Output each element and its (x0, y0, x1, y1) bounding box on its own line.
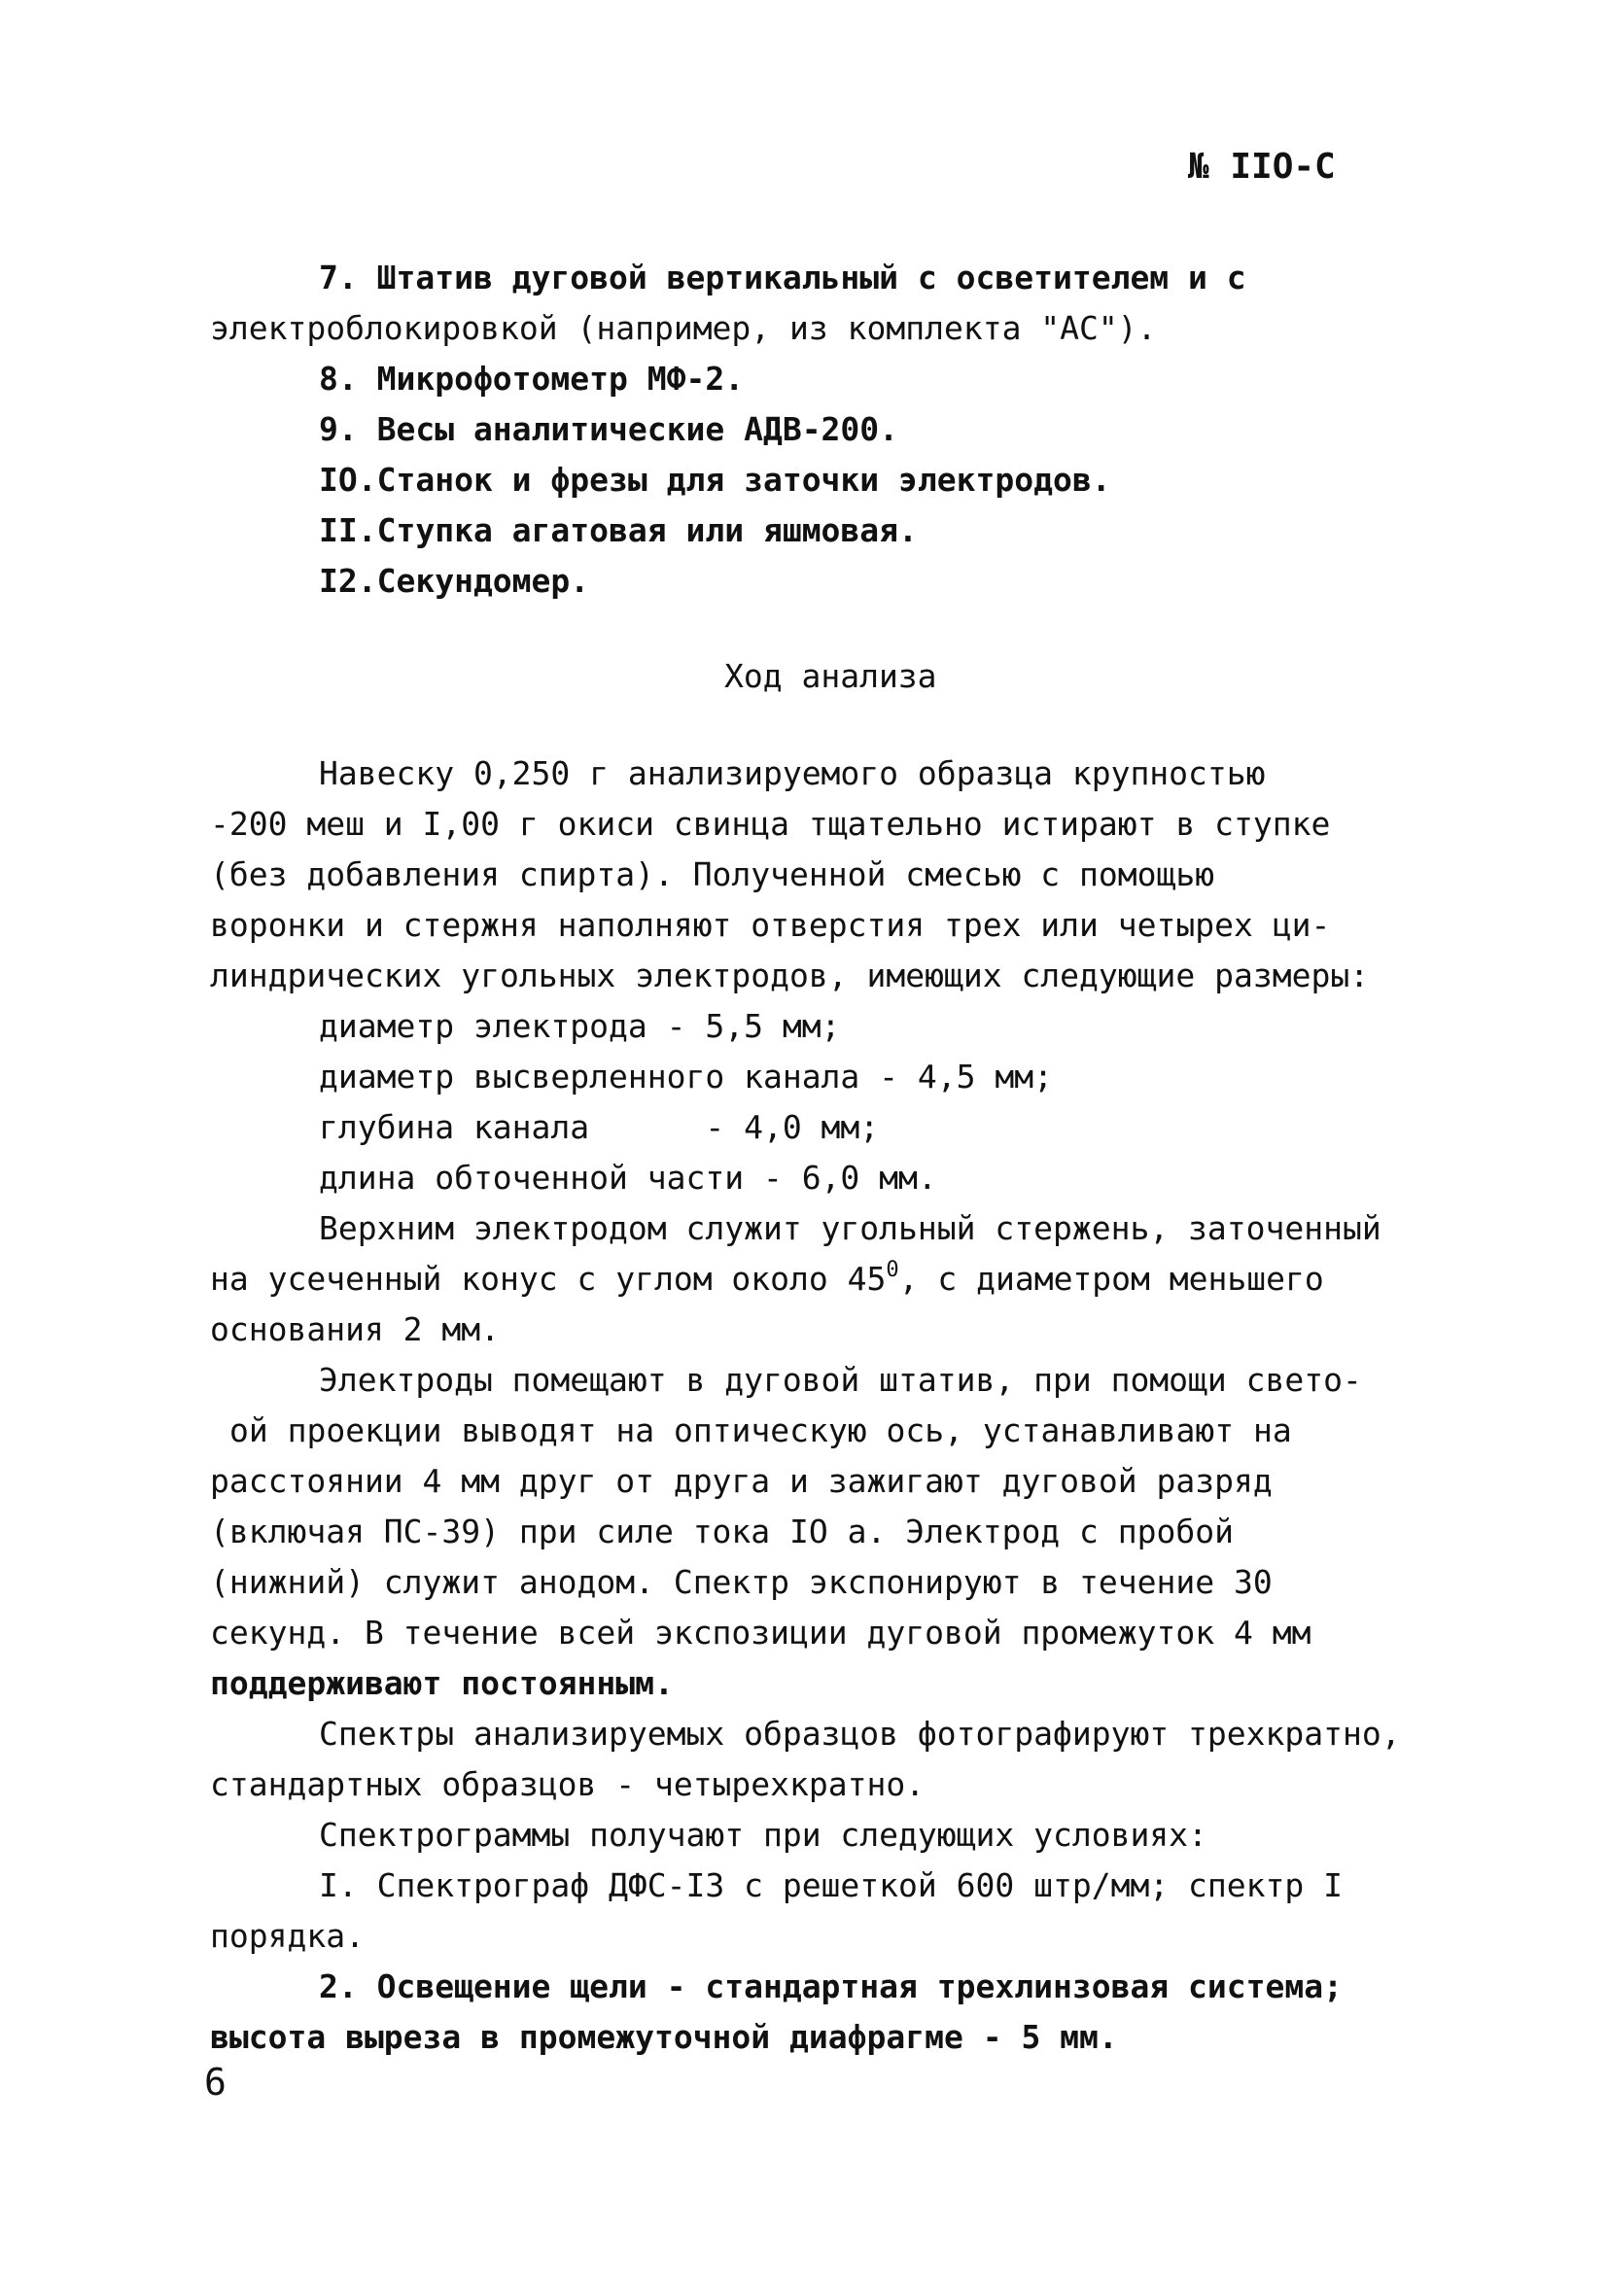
document-number: № IIO-C (1188, 147, 1336, 187)
equipment-item-7: 7. Штатив дуговой вертикальный с осветителем и с (319, 259, 1246, 296)
section-title: Ход анализа (724, 657, 937, 695)
body-line: Спектрограммы получают при следующих условиях: (319, 1816, 1207, 1854)
body-line: секунд. В течение всей экспозиции дуговой промежуток 4 мм (210, 1614, 1311, 1652)
dimension-line: диаметр электрода - 5,5 мм; (319, 1007, 841, 1045)
body-line: Навеску 0,250 г анализируемого образца крупностью (319, 754, 1266, 792)
dimension-line: глубина канала - 4,0 мм; (319, 1108, 880, 1146)
body-line: -200 меш и I,00 г окиси свинца тщательно истирают в ступке (210, 805, 1331, 843)
equipment-item-8: 8. Микрофотометр МФ-2. (319, 360, 745, 398)
condition-2-cont: высота выреза в промежуточной диафрагме - 5 мм. (210, 2018, 1118, 2056)
body-line: стандартных образцов - четырехкратно. (210, 1765, 926, 1803)
body-line: поддерживают постоянным. (210, 1664, 674, 1702)
body-line: (включая ПС-39) при силе тока IO а. Электрод с пробой (210, 1513, 1234, 1550)
body-line: расстоянии 4 мм друг от друга и зажигают дуговой разряд (210, 1462, 1273, 1500)
text-run: на усеченный конус с углом около 45 (210, 1260, 887, 1298)
body-line: основания 2 мм. (210, 1310, 501, 1348)
dimension-line: длина обточенной части - 6,0 мм. (319, 1159, 937, 1197)
equipment-item-9: 9. Весы аналитические АДВ-200. (319, 410, 899, 448)
body-line: (нижний) служит анодом. Спектр экспонируют в течение 30 (210, 1563, 1273, 1601)
body-line: Спектры анализируемых образцов фотографируют трехкратно, (319, 1715, 1401, 1753)
equipment-item-7-cont: электроблокировкой (например, из комплекта "АС"). (210, 309, 1157, 347)
body-line: (без добавления спирта). Полученной смесью с помощью (210, 855, 1215, 893)
text-run: , с диаметром меньшего (898, 1260, 1324, 1298)
page-number: 6 (204, 2061, 227, 2104)
body-line: Верхним электродом служит угольный стержень, заточенный (319, 1209, 1381, 1247)
equipment-item-11: II.Ступка агатовая или яшмовая. (319, 511, 918, 549)
body-line: воронки и стержня наполняют отверстия трех или четырех ци- (210, 906, 1331, 944)
body-line: Электроды помещают в дуговой штатив, при помощи свето- (319, 1361, 1362, 1399)
degree-superscript: 0 (886, 1258, 899, 1282)
condition-1: I. Спектрограф ДФС-I3 с решеткой 600 штр/мм; спектр I (319, 1866, 1343, 1904)
body-line: линдрических угольных электродов, имеющих следующие размеры: (210, 957, 1370, 994)
equipment-item-10: IO.Станок и фрезы для заточки электродов. (319, 461, 1111, 499)
condition-2: 2. Освещение щели - стандартная трехлинзовая система; (319, 1967, 1343, 2005)
body-line (210, 1260, 1324, 1299)
condition-1-cont: порядка. (210, 1917, 365, 1955)
body-line: ой проекции выводят на оптическую ось, устанавливают на (229, 1411, 1292, 1449)
equipment-item-12: I2.Секундомер. (319, 562, 590, 600)
dimension-line: диаметр высверленного канала - 4,5 мм; (319, 1058, 1053, 1096)
